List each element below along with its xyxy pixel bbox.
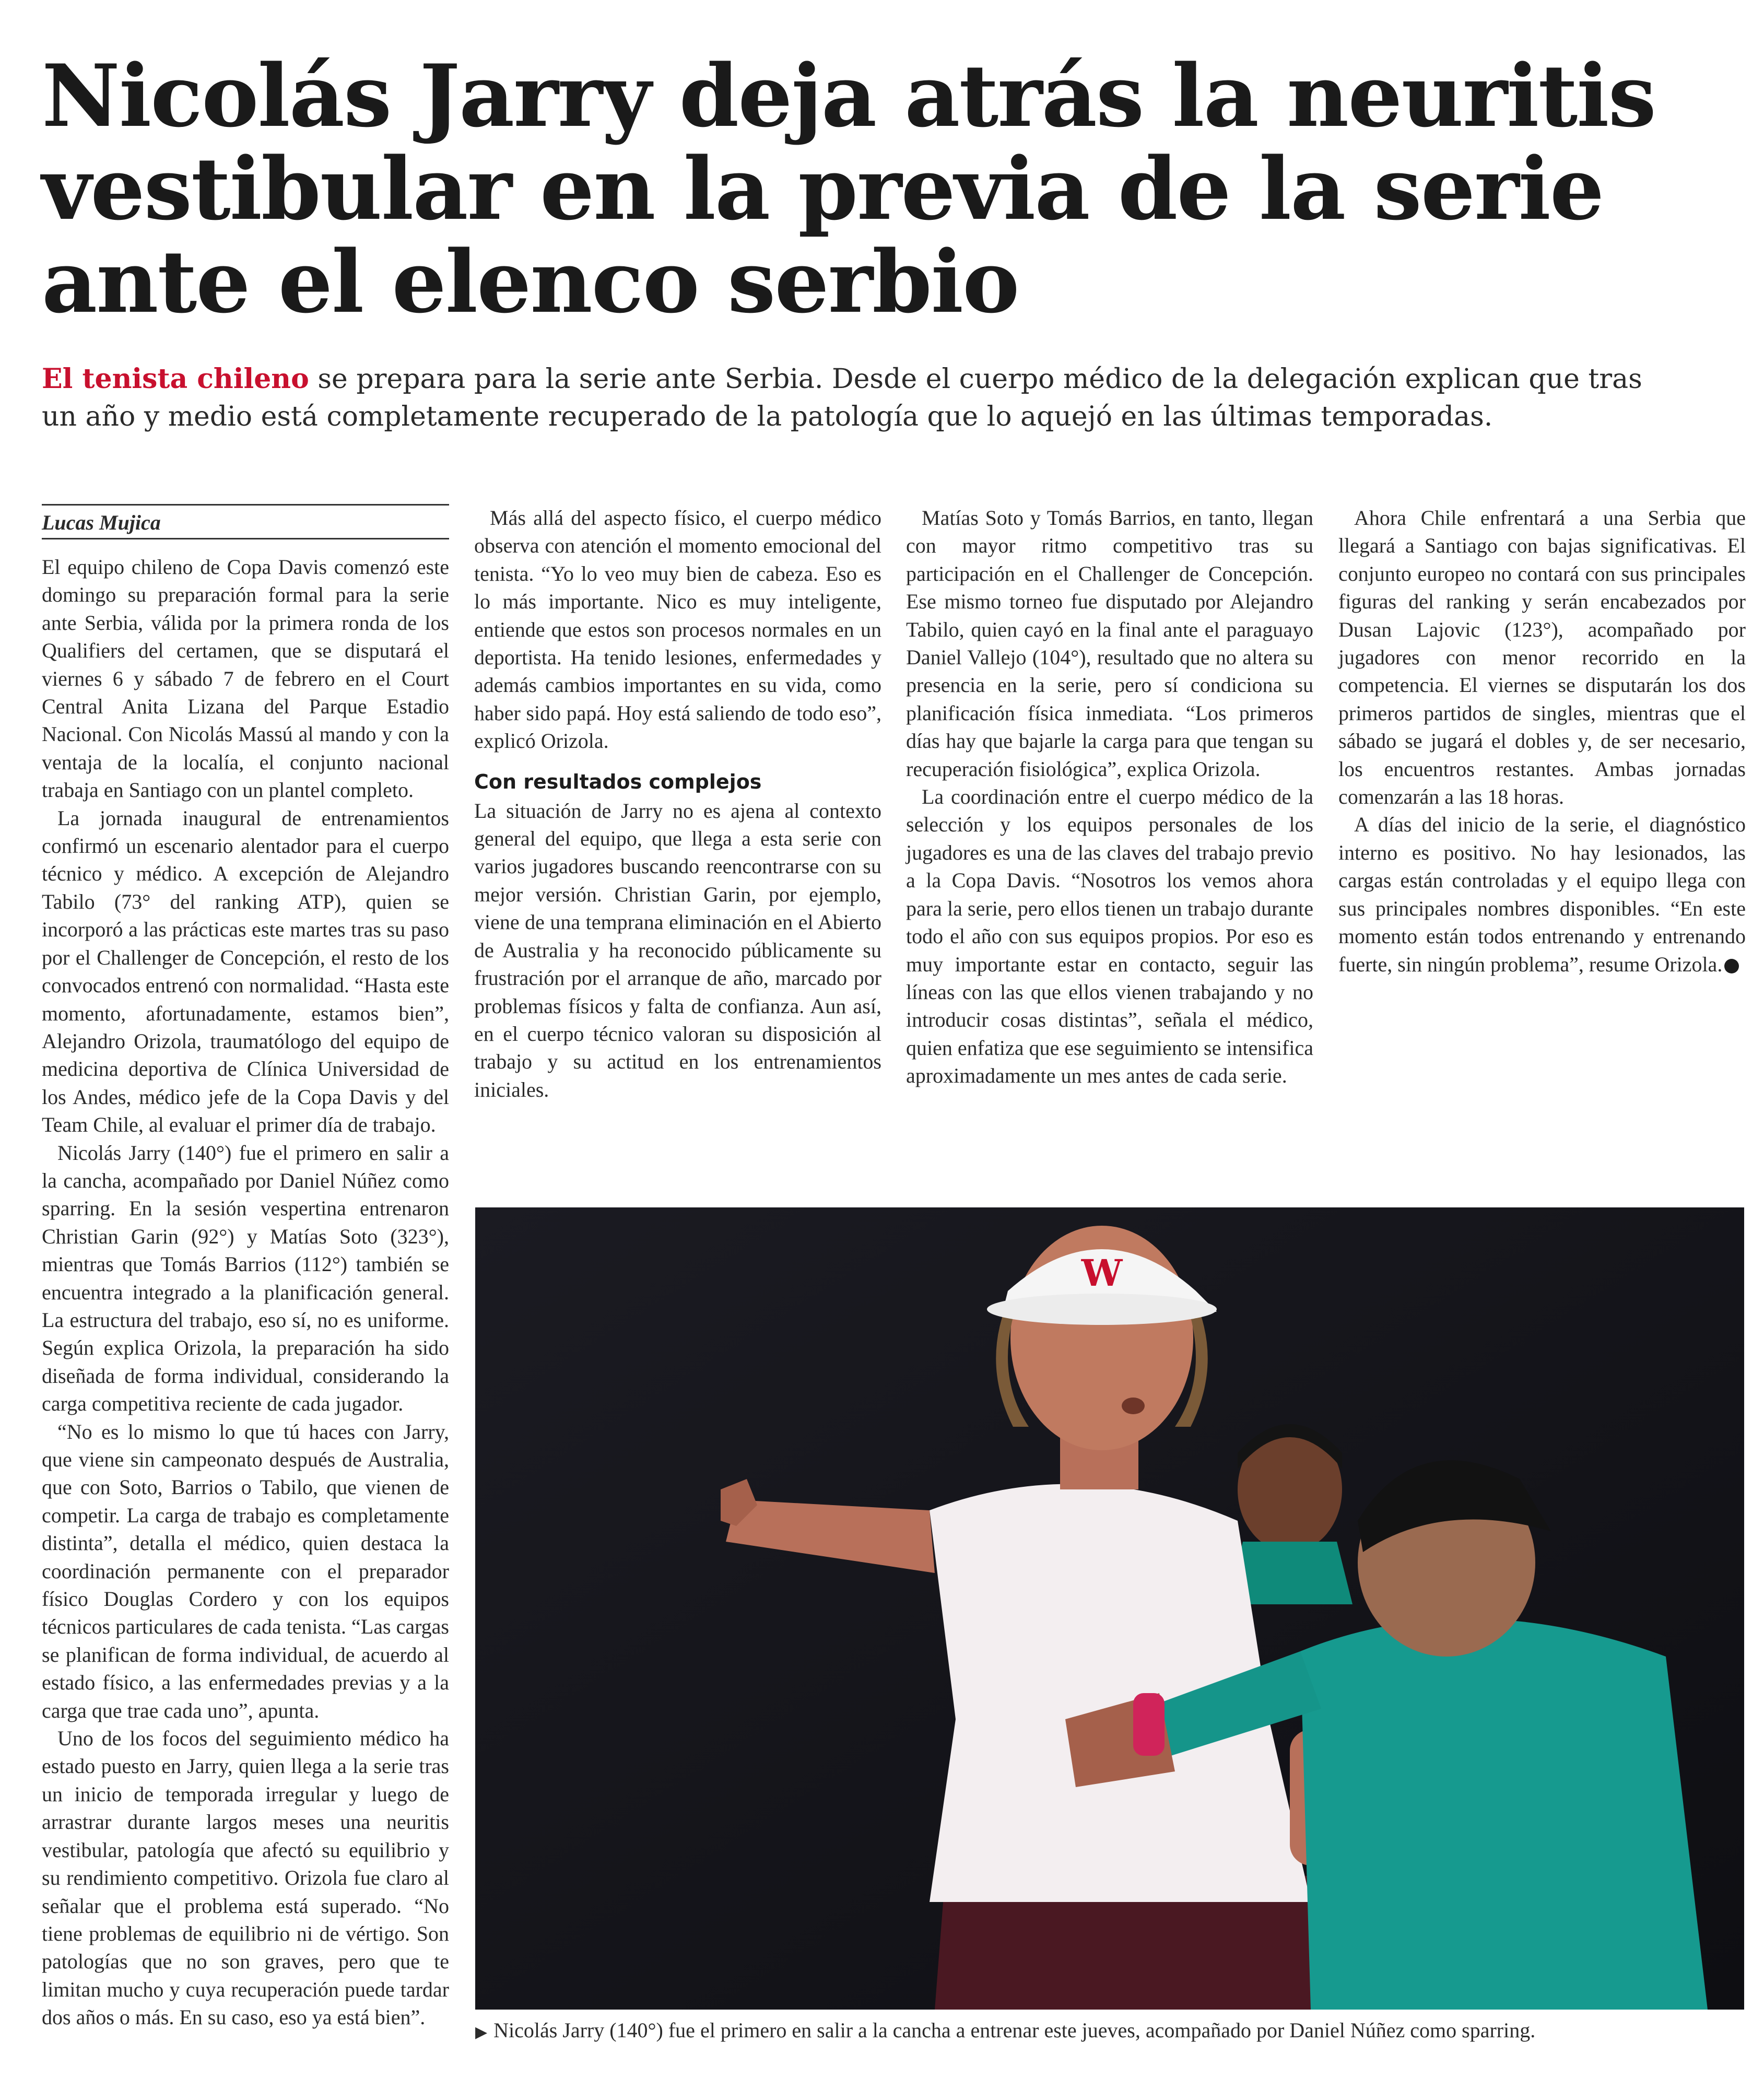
article-photo bbox=[475, 1207, 1744, 2010]
article-column-2 bbox=[474, 504, 881, 1103]
end-mark-icon bbox=[1724, 959, 1739, 973]
caption-triangle-icon: ▶ bbox=[475, 2024, 488, 2041]
paragraph-10: Ahora Chile enfrentará a una Serbia que llegará a Santiago con bajas significativas. El conjunto europeo no contará con sus principales figuras del ranking y serán encabezados por Dusan Lajovic (123°), acompañado por jugadores con menor recorrido en la competencia. El viernes se disputarán los dos primeros partidos de singles, mientras que el sábado se jugará el dobles y, de ser necesario, los encuentros restantes. Ambas jornadas comenzarán a las 18 horas. bbox=[1338, 506, 1746, 809]
headline-line-3: ante el elenco serbio bbox=[42, 231, 1019, 332]
svg-text:W: W bbox=[1081, 1251, 1123, 1295]
paragraph-8: Matías Soto y Tomás Barrios, en tanto, llegan con mayor ritmo competitivo tras su participación en el Challenger de Concepción. Ese mismo torneo fue disputado por Alejandro Tabilo, quien cayó en la final ante el paraguayo Daniel Vallejo (104°), resultado que no altera su presencia en la serie, pero sí condiciona su planificación física inmediata. “Los primeros días hay que bajarle la carga para que tengan su recuperación fisiológica”, explica Orizola. bbox=[906, 506, 1313, 781]
headline bbox=[42, 45, 1655, 332]
paragraph-11-text: A días del inicio de la serie, el diagnóstico interno es positivo. No hay lesionados, las cargas están controladas y el equipo llega con sus principales nombres disponibles. “En este momento están todos entrenando y entrenando fuerte, sin ningún problema”, resume Orizola. bbox=[1338, 813, 1746, 976]
paragraph-1: El equipo chileno de Copa Davis comenzó este domingo su preparación formal para la serie ante Serbia, válida por la primera ronda de los Qualifiers del certamen, que se disputará el viernes 6 y sábado 7 de febrero en el Court Central Anita Lizana del Parque Estadio Nacional. Con Nicolás Massú al mando y con la ventaja de la localía, el conjunto nacional trabaja en Santiago con un plantel completo. bbox=[42, 555, 449, 802]
paragraph-3: Nicolás Jarry (140°) fue el primero en salir a la cancha, acompañado por Daniel Núñez como sparring. En la sesión vespertina entrenaron Christian Garin (92°) y Matías Soto (323°), mientras que Tomás Barrios (112°) también se encuentra integrado a la planificación general. La estructura del trabajo, eso sí, no es uniforme. Según explica Orizola, la preparación ha sido diseñada de forma individual, considerando la carga competitiva reciente de cada jugador. bbox=[42, 1141, 449, 1416]
deck-line-1-text: se prepara para la serie ante Serbia. Desde el cuerpo médico de la delegación explican que tras bbox=[309, 363, 1642, 395]
paragraph-5: Uno de los focos del seguimiento médico ha estado puesto en Jarry, quien llega a la serie tras un inicio de temporada irregular y luego de arrastrar durante largos meses una neuritis vestibular, patología que afectó su equilibrio y su rendimiento competitivo. Orizola fue claro al señalar que el problema está superado. “No tiene problemas de equilibrio ni de vértigo. Son patologías que no son graves, pero que te limitan mucho y cuya recuperación puede tardar dos años o más. En su caso, eso ya está bien”. bbox=[42, 1727, 449, 2029]
paragraph-6: Más allá del aspecto físico, el cuerpo médico observa con atención el momento emocional del tenista. “Yo lo veo muy bien de cabeza. Eso es lo más importante. Nico es muy inteligente, entiende que estos son procesos normales en un deportista. Ha tenido lesiones, enfermedades y además cambios importantes en su vida, como haber sido papá. Hoy está saliendo de todo eso”, explicó Orizola. bbox=[474, 506, 881, 753]
paragraph-11 bbox=[1338, 811, 1746, 978]
subhead: Con resultados complejos bbox=[474, 770, 762, 793]
article-column-4 bbox=[1338, 504, 1746, 978]
deck bbox=[42, 360, 1642, 436]
deck-kicker: El tenista chileno bbox=[42, 363, 309, 395]
paragraph-4: “No es lo mismo lo que tú haces con Jarry, que viene sin campeonato después de Australia, que con Soto, Barrios o Tabilo, que vienen de competir. La carga de trabajo es completamente distinta”, detalla el médico, quien destaca la coordinación permanente con el preparador físico Douglas Cordero y con los equipos técnicos particulares de cada tenista. “Las cargas se planifican de forma individual, de acuerdo al estado físico, a las enfermedades previas y a la carga que trae cada uno”, apunta. bbox=[42, 1419, 449, 1722]
deck-line-2: un año y medio está completamente recuperado de la patología que lo aquejó en las últimas temporadas. bbox=[42, 401, 1493, 432]
caption-text: Nicolás Jarry (140°) fue el primero en salir a la cancha a entrenar este jueves, acompañado por Daniel Núñez como sparring. bbox=[493, 2018, 1536, 2042]
paragraph-2: La jornada inaugural de entrenamientos confirmó un escenario alentador para el cuerpo técnico y médico. A excepción de Alejandro Tabilo (73° del ranking ATP), quien se incorporó a las prácticas este martes tras su paso por el Challenger de Concepción, el resto de los convocados entrenó con normalidad. “Hasta este momento, afortunadamente, estamos bien”, Alejandro Orizola, traumatólogo del equipo de medicina deportiva de Clínica Universidad de los Andes, médico jefe de la Copa Davis y del Team Chile, al evaluar el primer día de trabajo. bbox=[42, 806, 449, 1137]
photo-caption bbox=[475, 2017, 1749, 2046]
deck-line-1 bbox=[42, 360, 1642, 398]
byline: Lucas Mujica bbox=[42, 504, 449, 539]
article-column-1 bbox=[42, 504, 449, 2032]
headline-line-1: Nicolás Jarry deja atrás la neuritis bbox=[42, 45, 1655, 146]
photo-illustration bbox=[475, 1207, 1744, 2010]
paragraph-7: La situación de Jarry no es ajena al contexto general del equipo, que llega a esta serie con varios jugadores buscando reencontrarse con su mejor versión. Christian Garin, por ejemplo, viene de una temprana eliminación en el Abierto de Australia y ha reconocido públicamente su frustración por el arranque de año, marcado por problemas físicos y falta de confianza. Aun así, en el cuerpo técnico valoran su disposición al trabajo y su actitud en los entrenamientos iniciales. bbox=[474, 799, 881, 1101]
headline-line-2: vestibular en la previa de la serie bbox=[42, 138, 1604, 239]
article-column-3 bbox=[906, 504, 1313, 1090]
paragraph-9: La coordinación entre el cuerpo médico de la selección y los equipos personales de los jugadores es una de las claves del trabajo previo a la Copa Davis. “Nosotros los vemos ahora para la serie, pero ellos tienen un trabajo durante todo el año con sus equipos propios. Por eso es muy importante estar en contacto, seguir las líneas con las que ellos vienen trabajando y no introducir cosas distintas”, señala el médico, quien enfatiza que ese seguimiento se intensifica aproximadamente un mes antes de cada serie. bbox=[906, 785, 1313, 1088]
